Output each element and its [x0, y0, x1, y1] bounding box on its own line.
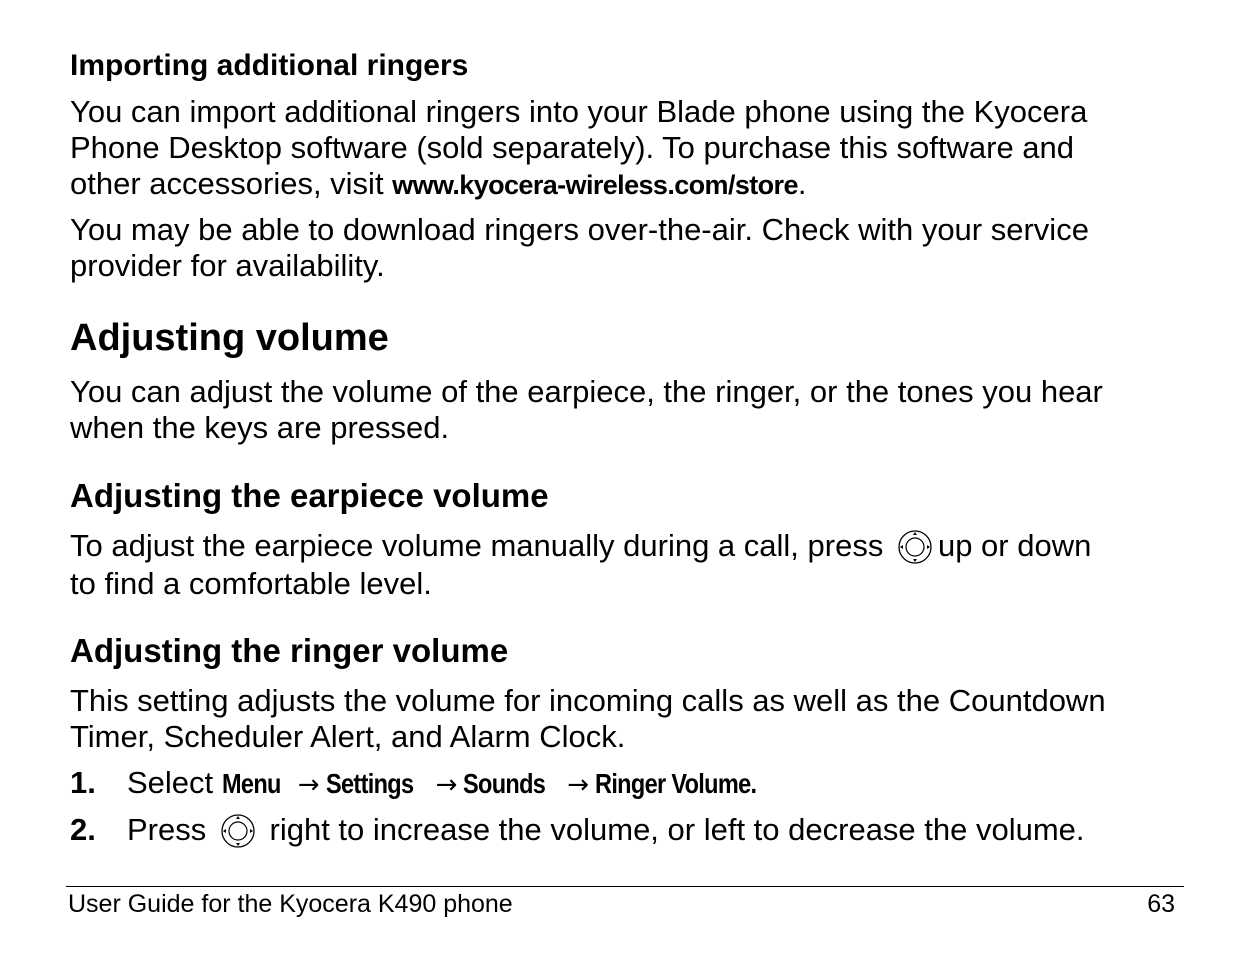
paragraph-download-ringers — [70, 212, 1180, 284]
footer-title: User Guide for the Kyocera K490 phone — [68, 890, 513, 918]
paragraph-earpiece-volume — [70, 528, 1180, 602]
menu-path-item: Settings — [325, 768, 413, 799]
paragraph-import-ringers — [70, 94, 1180, 203]
text-suffix: . — [797, 166, 807, 201]
text-line: You can import additional ringers into your Blade phone using the Kyocera — [70, 94, 1088, 129]
text-prefix: other accessories, visit — [70, 166, 393, 201]
step-prefix: Press — [127, 812, 207, 847]
paragraph-adjusting-volume — [70, 374, 1180, 446]
menu-path-item: Ringer Volume. — [595, 768, 757, 799]
heading-earpiece-volume: Adjusting the earpiece volume — [70, 477, 549, 514]
text-line: when the keys are pressed. — [70, 410, 450, 445]
page-number: 63 — [1147, 890, 1175, 918]
paragraph-ringer-volume — [70, 683, 1180, 755]
heading-adjusting-volume: Adjusting volume — [70, 317, 389, 359]
text-prefix: To adjust the earpiece volume manually during a call, press — [70, 528, 884, 563]
step-number: 2. — [70, 812, 96, 847]
footer-divider — [66, 886, 1184, 887]
navigation-key-icon — [219, 812, 257, 850]
step-suffix: right to increase the volume, or left to decrease the volume. — [269, 812, 1085, 847]
arrow-right-icon: → — [297, 770, 320, 800]
text-line: This setting adjusts the volume for incoming calls as well as the Countdown — [70, 683, 1106, 718]
step-body — [127, 765, 787, 803]
text-line: Timer, Scheduler Alert, and Alarm Clock. — [70, 719, 626, 754]
store-url-link[interactable]: www.kyocera-wireless.com/store — [392, 170, 798, 200]
text-line: to find a comfortable level. — [70, 566, 432, 601]
heading-importing-ringers: Importing additional ringers — [70, 49, 469, 82]
text-line — [70, 166, 1180, 203]
text-line — [70, 528, 1180, 566]
step-prefix: Select — [127, 765, 214, 800]
menu-path-item: Sounds — [463, 768, 546, 799]
step-number: 1. — [70, 765, 96, 800]
text-line: provider for availability. — [70, 248, 385, 283]
text-suffix: up or down — [937, 528, 1092, 563]
text-line: You may be able to download ringers over-the-air. Check with your service — [70, 212, 1089, 247]
text-line: Phone Desktop software (sold separately). To purchase this software and — [70, 130, 1075, 165]
text-line: You can adjust the volume of the earpiece, the ringer, or the tones you hear — [70, 374, 1103, 409]
menu-path-item: Menu — [221, 768, 281, 799]
arrow-right-icon: → — [567, 770, 590, 800]
heading-ringer-volume: Adjusting the ringer volume — [70, 632, 509, 669]
arrow-right-icon: → — [435, 770, 458, 800]
navigation-key-icon — [896, 528, 934, 566]
step-body — [127, 812, 1085, 850]
